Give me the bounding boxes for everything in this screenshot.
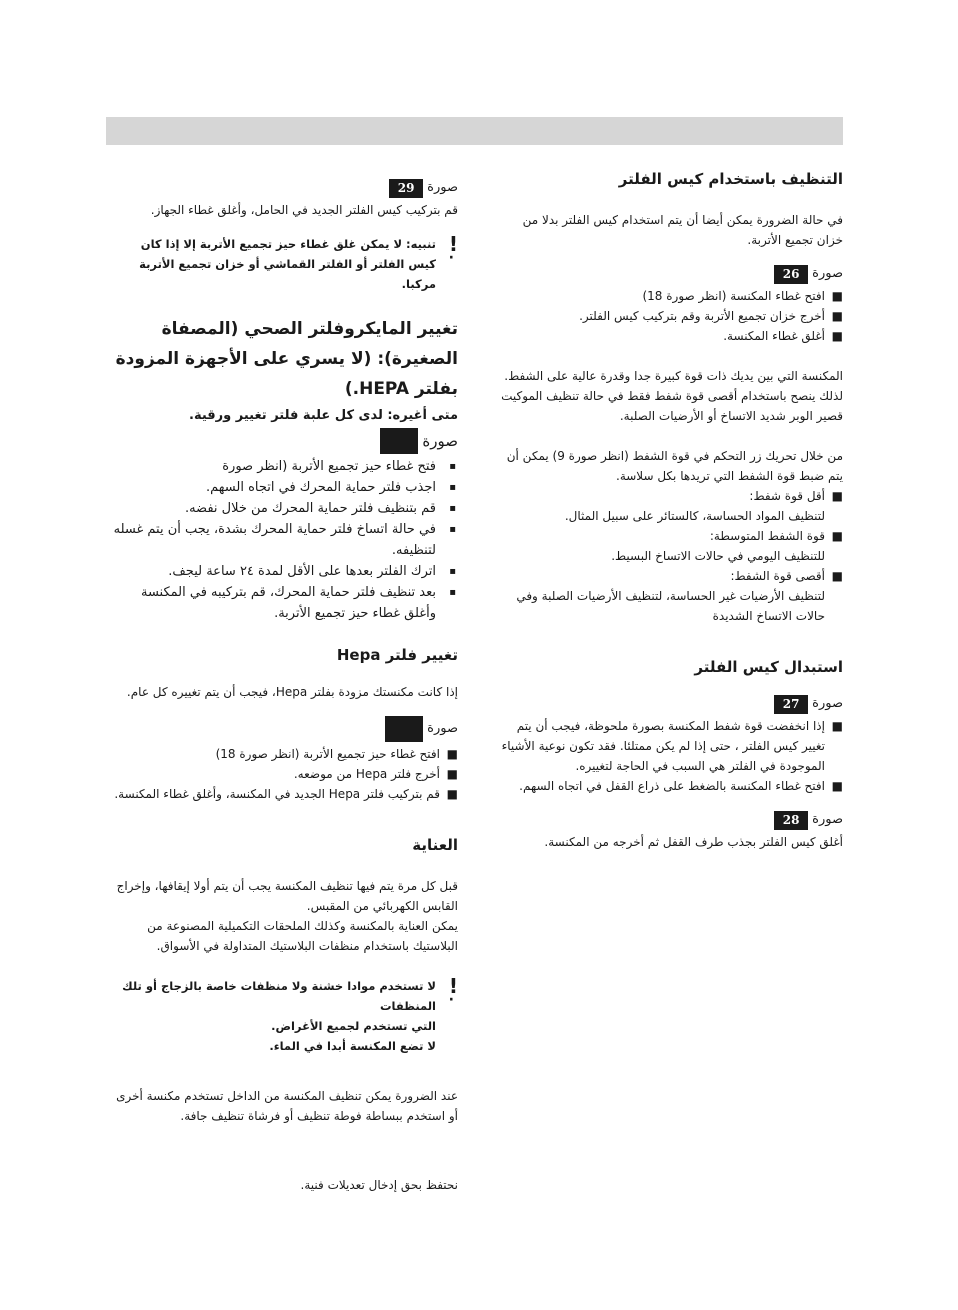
suction-control-paragraph: من خلال تحريك زر التحكم في قوة الشفط (انظر صورة 9) يمكن أن يتم ضبط قوة الشفط التي تريدها بكل سلاسة.: [506, 449, 843, 483]
warning-icon: ! ·: [449, 234, 458, 254]
list-item: ▪ في حالة اتساخ فلتر حماية المحرك بشدة، يجب أن يتم غسله لتنظيفه.: [110, 519, 458, 561]
right-column: [496, 168, 843, 852]
section-title-microfilter: تغيير المايكروفلتر الصحي (المصفاة الصغيرة): (لا يسري على الأجهزة المزودة بفلتر HEPA.): [115, 319, 458, 399]
level-title: ■ قوة الشفط المتوسطة:: [709, 529, 825, 543]
list-item: ■ افتح غطاء المكنسة بالضغط على ذراع القفل في اتجاه السهم.: [496, 776, 843, 796]
figure-27-steps: [496, 716, 843, 796]
list-item: ■ قم بتركيب فلتر Hepa الجديد في المكنسة، وأغلق غطاء المكنسة.: [110, 784, 458, 804]
figure-word: صورة: [812, 696, 843, 711]
list-item: [496, 486, 843, 526]
section-title-hepa: تغيير فلتر Hepa: [336, 646, 458, 664]
hepa-intro: إذا كانت مكنستك مزودة بفلتر Hepa، فيجب أن يتم تغييره كل عام.: [126, 685, 458, 699]
list-item: ▪ فتح غطاء حيز تجميع الأتربة (انظر صورة: [110, 456, 458, 477]
hepa-steps: [110, 744, 458, 804]
care-paragraph-3: عند الضرورة يمكن تنظيف المكنسة من الداخل تستخدم مكنسة أخرى أو استخدم ببساطة فوطة تنظيف أو فرشاة تنظيف جافة.: [116, 1089, 458, 1123]
warning-note-1: [110, 234, 458, 294]
figure-27-label: [496, 694, 843, 714]
figure-word: صورة: [812, 812, 843, 827]
figure-number-badge: [385, 716, 423, 742]
section-title-filter-bag-cleaning: التنظيف باستخدام كيس الفلتر: [618, 170, 843, 188]
warning-text: تنبيه: لا يمكن غلق غطاء حيز تجميع الأتربة إلا إذا كان كيس الفلتر أو الفلتر القماشي أو خزان تجميع الأتربة مركبا.: [139, 237, 436, 291]
list-item: ▪ اترك الفلتر بعدها على الأقل لمدة ٢٤ ساعة ليجف.: [110, 561, 458, 582]
suction-levels-list: [496, 486, 843, 626]
level-title: ■ أقل قوة شفط:: [749, 489, 825, 503]
header-band: [106, 117, 843, 145]
figure-word: صورة: [812, 266, 843, 281]
level-desc: لتنظيف المواد الحساسة، كالستائر على سبيل المثال.: [564, 509, 825, 523]
figure-blank-label: [110, 428, 458, 454]
filter-bag-intro: في حالة الضرورة يمكن أيضا أن يتم استخدام كيس الفلتر بدلا من خزان تجميع الأتربة.: [522, 213, 843, 247]
level-desc: لتنظيف الأرضيات غير الحساسة، لتنظيف الأرضيات الصلبة وفي حالات الاتساخ الشديدة: [516, 589, 825, 623]
list-item: ■ افتح غطاء حيز تجميع الأتربة (انظر صورة 18): [110, 744, 458, 764]
list-item: ▪ بعد تنظيف فلتر حماية المحرك، قم بتركيبه في المكنسة وأغلق غطاء حيز تجميع الأتربة.: [110, 582, 458, 624]
care-paragraph-1: قبل كل مرة يتم فيها تنظيف المكنسة يجب أن يتم أولا إيقافها، وإخراج القابس الكهربائي من المقبس.: [116, 879, 458, 913]
figure-29-text: قم بتركيب كيس الفلتر الجديد في الحامل، وأغلق غطاء الجهاز.: [150, 203, 458, 217]
care-paragraph-2: يمكن العناية بالمكنسة وكذلك الملحقات التكميلية المصنوعة من البلاستيك باستخدام منظفات البلاستيك المتداولة في الأسواق.: [147, 919, 458, 953]
microfilter-when: متى أغيره: لدى كل علبة فلتر تغيير ورقية.: [189, 408, 458, 423]
figure-number-badge: 29: [389, 179, 423, 198]
footer-note: نحتفظ بحق إدخال تعديلات فنية.: [300, 1178, 458, 1192]
list-item: ■ افتح غطاء المكنسة (انظر صورة 18): [496, 286, 843, 306]
list-item: ■ أخرج خزان تجميع الأتربة وقم بتركيب كيس الفلتر.: [496, 306, 843, 326]
warning-note-2: [110, 976, 458, 1056]
suction-power-paragraph: المكنسة التي بين يديك ذات قوة كبيرة جدا وقدرة عالية على الشفط. لذلك ينصح باستخدام أقصى قوة شفط فقط في حالة تنظيف الموكيت قصير الوبر شديد الاتساخ أو الأرضيات الصلبة.: [501, 369, 843, 423]
figure-26-label: [496, 264, 843, 284]
left-column: [110, 178, 458, 1126]
figure-number-badge: 28: [774, 811, 808, 830]
list-item: [496, 526, 843, 566]
figure-word: صورة: [427, 721, 458, 736]
figure-number-badge: 26: [774, 265, 808, 284]
list-item: ■ إذا انخفضت قوة شفط المكنسة بصورة ملحوظة، فيجب أن يتم تغيير كيس الفلتر ، حتى إذا لم يكن ممتلئا. فقد تكون نوعية الأشياء الموجودة في الفلتر هي السبب في الحاجة لتغييره.: [496, 716, 843, 776]
warning-text: لا تضع المكنسة أبدا في الماء.: [269, 1039, 436, 1053]
figure-word: صورة: [427, 180, 458, 195]
figure-word: صورة: [422, 432, 458, 450]
warning-text: لا تستخدم موادا خشنة ولا منظفات خاصة بالزجاج أو تلك المنظفات: [122, 979, 436, 1013]
microfilter-steps: [110, 456, 458, 624]
list-item: ▪ قم بتنظيف فلتر حماية المحرك من خلال نفضه.: [110, 498, 458, 519]
figure-28-label: [496, 810, 843, 830]
list-item: ■ أخرج فلتر Hepa من موضعه.: [110, 764, 458, 784]
figure-28-text: أغلق كيس الفلتر بجذب طرف القفل ثم أخرجه من المكنسة.: [544, 835, 843, 849]
list-item: ▪ اجذب فلتر حماية المحرك في اتجاه السهم.: [110, 477, 458, 498]
section-title-replace-filter-bag: استبدال كيس الفلتر: [694, 658, 843, 676]
section-title-care: العناية: [412, 836, 458, 854]
list-item: ■ أغلق غطاء المكنسة.: [496, 326, 843, 346]
figure-number-badge: 27: [774, 695, 808, 714]
level-desc: للتنظيف اليومي في حالات الاتساخ البسيط.: [611, 549, 825, 563]
warning-icon: ! ·: [449, 976, 458, 996]
figure-number-badge: [380, 428, 418, 454]
level-title: ■ أقصى قوة الشفط:: [730, 569, 825, 583]
warning-text: التي تستخدم لجميع الأغراض.: [271, 1019, 436, 1033]
figure-26-steps: [496, 286, 843, 346]
list-item: [496, 566, 843, 626]
figure-blank2-label: [110, 716, 458, 742]
figure-29-label: [110, 178, 458, 198]
